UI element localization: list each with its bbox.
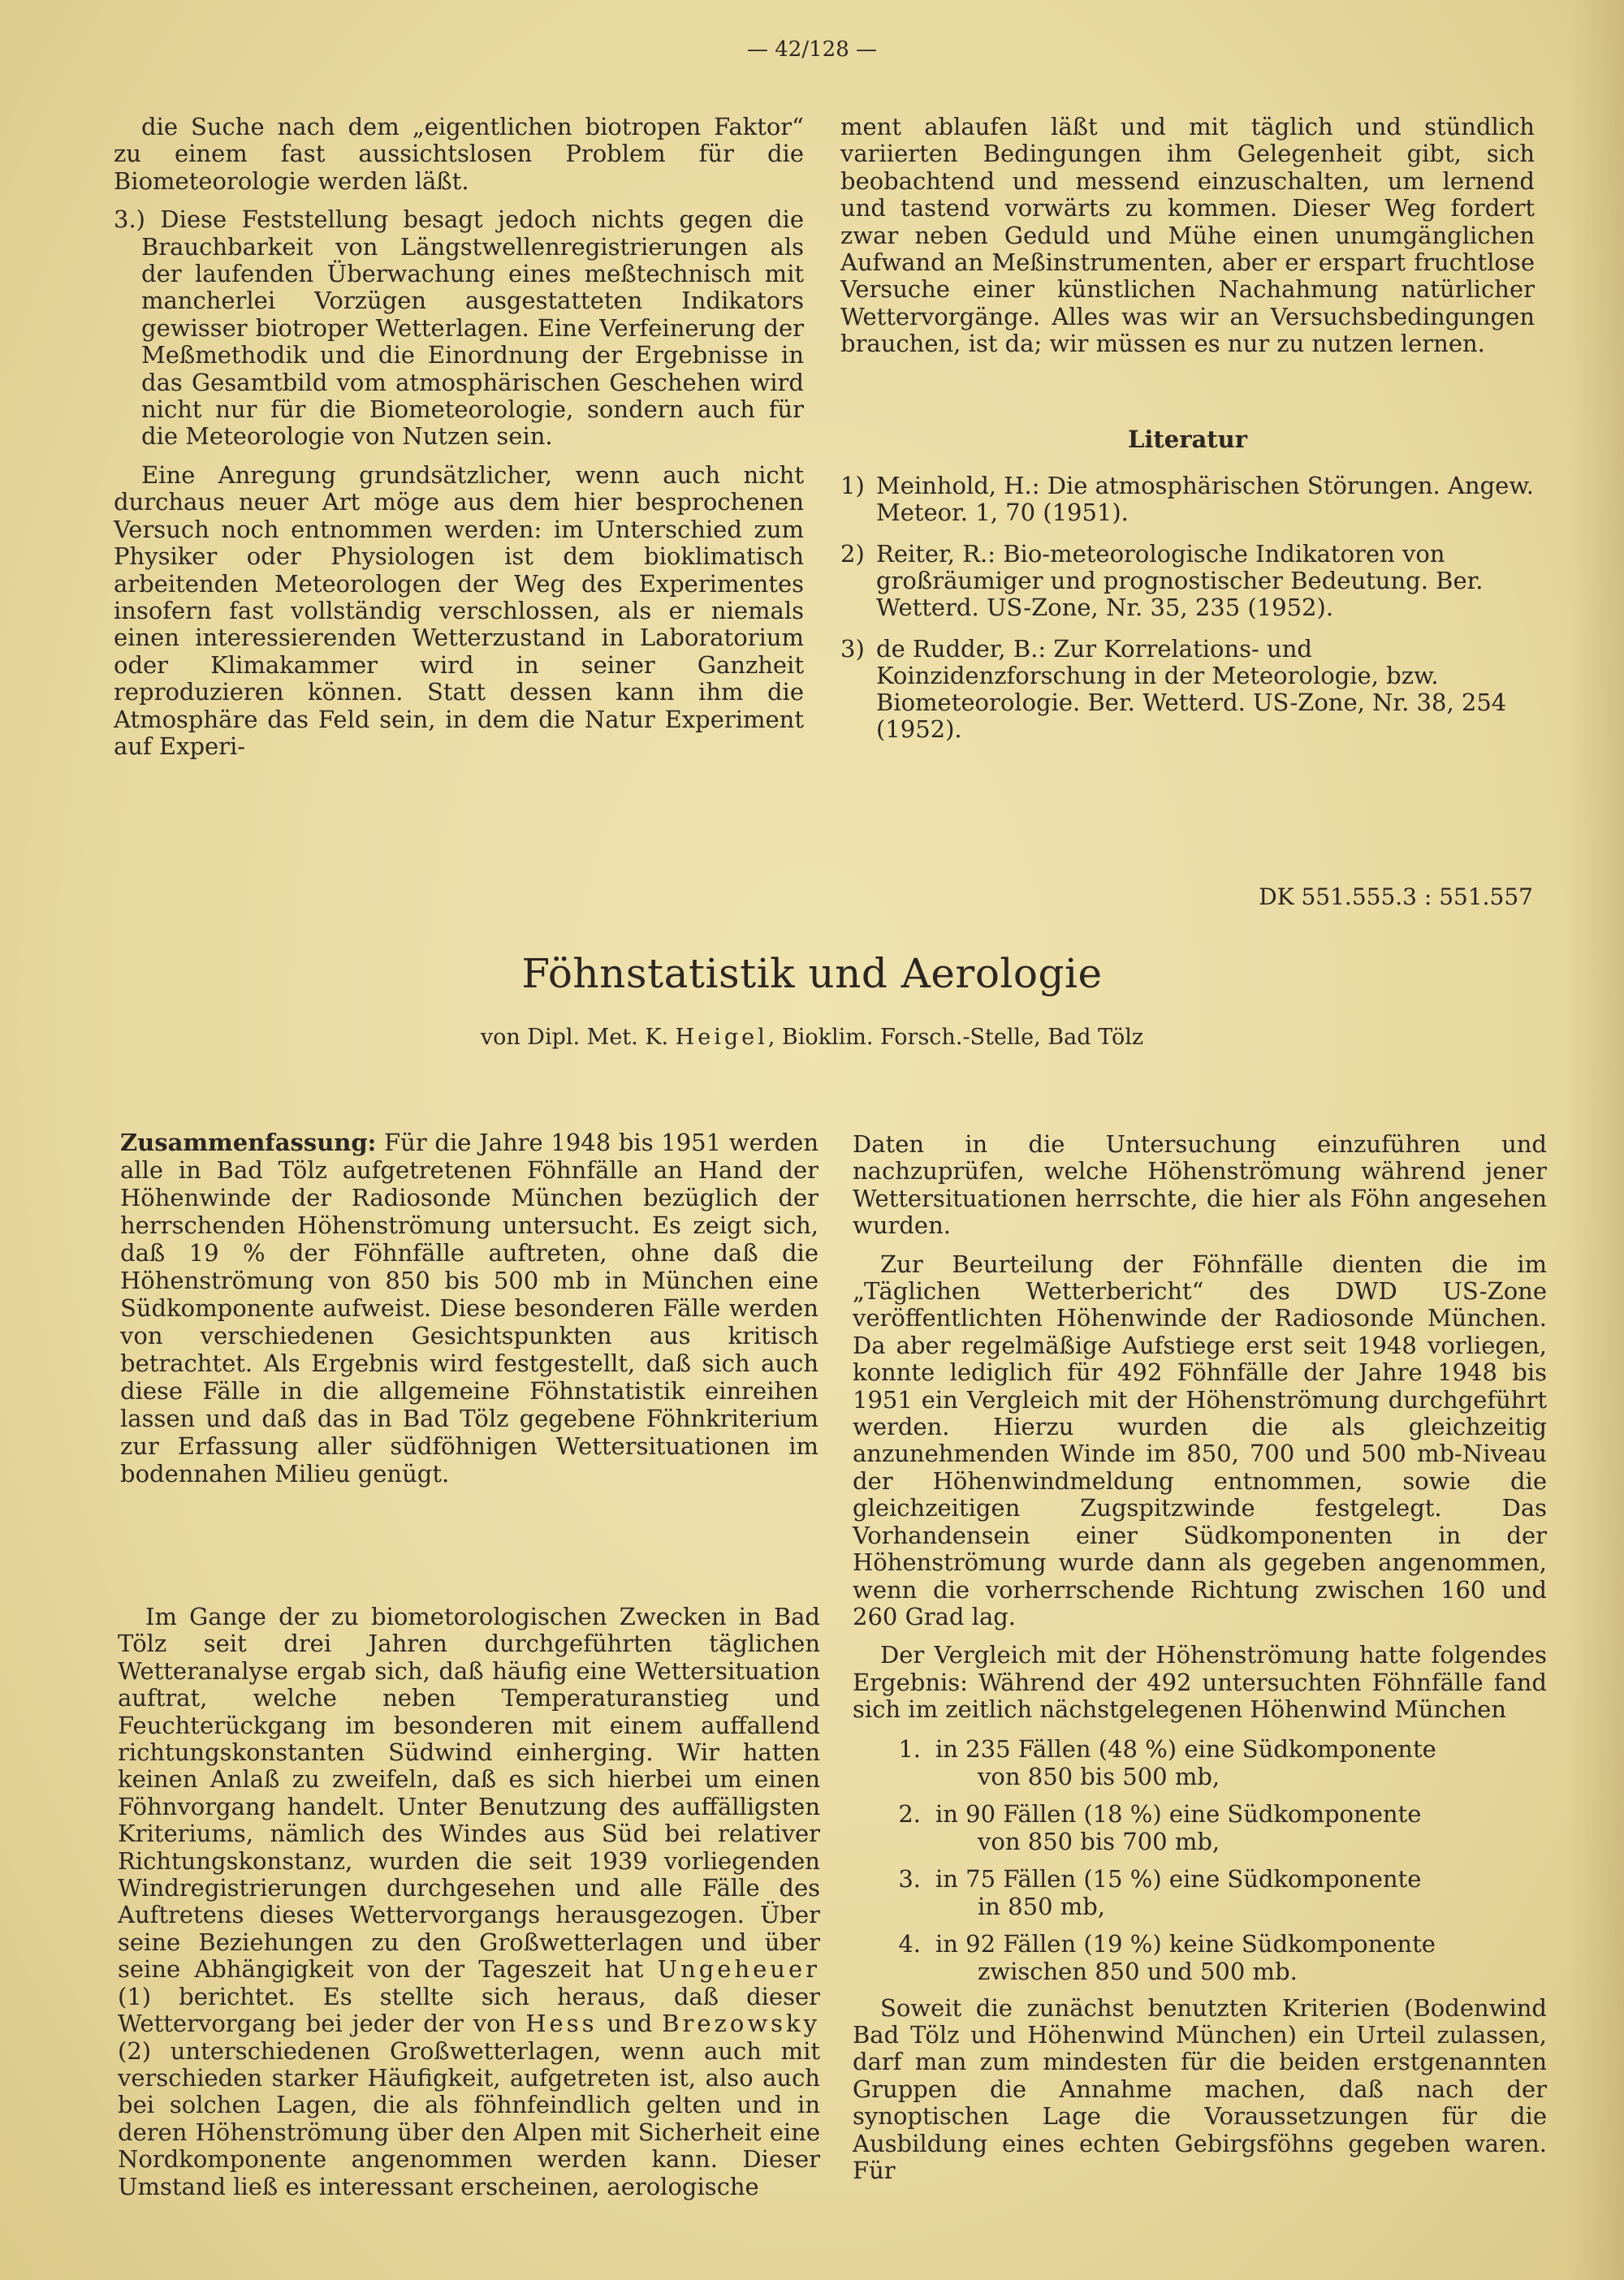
numbered-paragraph: 3.) Diese Feststellung besagt jedoch nichts gegen die Brauchbarkeit von Längstwellenregistrierungen als der laufenden Überwachung eines meßtechnisch mit mancherlei Vorzügen ausgestatteten Indikators gewisser biotroper Wetterlagen. Eine Verfeinerung der Meßmethodik und die Einordnung der Ergebnisse in das Gesamtbild vom atmosphärischen Geschehen wird nicht nur für die Biometeorologie, sondern auch für die Meteorologie von Nutzen sein. — [114, 205, 804, 451]
literature-item: 3) de Rudder, B.: Zur Korrelations- und Koinzidenzforschung in der Meteorologie, bzw. Biometeorologie. Ber. Wetterd. US-Zone, Nr. 38, 254 (1952). — [840, 635, 1507, 744]
paragraph: Zur Beurteilung der Föhnfälle dienten die im „Täglichen Wetterbericht“ des DWD US-Zone veröffentlichten Höhenwinde der Radiosonde München. Da aber regelmäßige Aufstiege erst seit 1948 vorliegen, konnte lediglich für 492 Föhnfälle der Jahre 1948 bis 1951 ein Vergleich mit der Höhenströmung durchgeführt werden. Hierzu wurden die als gleichzeitig anzunehmenden Winde im 850, 700 und 500 mb-Niveau der Höhenwindmeldung entnommen, sowie die gleichzeitigen Zugspitzwinde festgelegt. Das Vorhandensein einer Südkomponenten in der Höhenströmung wurde dann als gegeben angenommen, wenn die vorherrschende Richtung zwischen 160 und 260 Grad lag. — [853, 1250, 1547, 1630]
list-item: 4. in 92 Fällen (19 %) keine Südkomponente zwischen 850 und 500 mb. — [898, 1929, 1436, 1985]
paragraph: die Suche nach dem „eigentlichen biotropen Faktor“ zu einem fast aussichtslosen Problem für die Biometeorologie werden läßt. — [114, 113, 804, 195]
dk-classification: DK 551.555.3 : 551.557 — [1259, 883, 1533, 910]
paragraph: Im Gange der zu biometorologischen Zwecken in Bad Tölz seit drei Jahren durchgeführten täglichen Wetteranalyse ergab sich, daß häufig eine Wettersituation auftrat, welche neben Temperaturanstieg und Feuchterückgang im besonderen mit einem auffallend richtungskonstanten Südwind einherging. Wir hatten keinen Anlaß zu zweifeln, daß es sich hierbei um einen Föhnvorgang handelt. Unter Benutzung des auffälligsten Kriteriums, nämlich des Windes aus Süd bei relativer Richtungskonstanz, wurden die seit 1939 vorliegenden Windregistrierungen durchgesehen und alle Fälle des Auftretens dieses Wettervorgangs herausgezogen. Über seine Beziehungen zu den Großwetterlagen und über seine Abhängigkeit von der Tageszeit hat Ungeheuer (1) berichtet. Es stellte sich heraus, daß dieser Wettervorgang bei jeder der von Hess und Brezowsky (2) unterschiedenen Großwetterlagen, wenn auch mit verschieden starker Häufigkeit, aufgetreten ist, also auch bei solchen Lagen, die als föhnfeindlich gelten und in deren Höhenströmung über den Alpen mit Sicherheit eine Nordkomponente angenommen werden kann. Dieser Umstand ließ es interessant erscheinen, aerologische — [118, 1603, 821, 2200]
paragraph: Soweit die zunächst benutzten Kriterien (Bodenwind Bad Tölz und Höhenwind München) ein Urteil zulassen, darf man zum mindesten für die beiden erstgenannten Gruppen die Annahme machen, daß nach der synoptischen Lage die Voraussetzungen für die Ausbildung eines echten Gebirgsföhns gegeben waren. Für — [853, 1993, 1547, 2184]
page-number: — 42/128 — — [747, 37, 877, 62]
article-title: Föhnstatistik und Aerologie — [521, 950, 1103, 997]
list-item: 1. in 235 Fällen (48 %) eine Südkomponente von 850 bis 500 mb, — [898, 1734, 1436, 1790]
literature-item: 1) Meinhold, H.: Die atmosphärischen Störungen. Angew. Meteor. 1, 70 (1951). — [840, 472, 1534, 527]
paragraph: Der Vergleich mit der Höhenströmung hatte folgendes Ergebnis: Während der 492 untersuchten Föhnfälle fand sich im zeitlich nächstgelegenen Höhenwind München — [853, 1641, 1547, 1724]
abstract — [120, 1129, 818, 1488]
paragraph: Eine Anregung grundsätzlicher, wenn auch nicht durchaus neuer Art möge aus dem hier besprochenen Versuch noch entnommen werden: im Unterschied zum Physiker oder Physiologen ist dem bioklimatisch arbeitenden Meteorologen der Weg des Experimentes insofern fast vollständig verschlossen, als er niemals einen interessierenden Wetterzustand in Laboratorium oder Klimakammer wird in seiner Ganzheit reproduzieren können. Statt dessen kann ihm die Atmosphäre das Feld sein, in dem die Natur Experiment auf Experi- — [114, 460, 804, 760]
cited-author: Ungeheuer — [657, 1955, 821, 1984]
page-edge-shadow — [1567, 0, 1624, 2280]
main-left-column — [118, 1604, 820, 2212]
results-list — [853, 1735, 1547, 1985]
cited-author: Hess — [525, 2010, 598, 2038]
author-byline: von Dipl. Met. K. Heigel, Bioklim. Forsch.-Stelle, Bad Tölz — [480, 1025, 1144, 1050]
paragraph: ment ablaufen läßt und mit täglich und stündlich variierten Bedingungen ihm Gelegenheit gibt, sich beobachtend und messend einzuschalten, um lernend und tastend vorwärts zu kommen. Dieser Weg fordert zwar neben Geduld und Mühe einen unumgänglichen Aufwand an Meßinstrumenten, aber er erspart fruchtlose Versuche einer künstlichen Nachahmung natürlicher Wettervorgänge. Alles was wir an Versuchsbedingungen brauchen, ist da; wir müssen es nur zu nutzen lernen. — [840, 113, 1535, 358]
paragraph: Daten in die Untersuchung einzuführen und nachzuprüfen, welche Höhenströmung während jener Wettersituationen herrschte, die hier als Föhn angesehen wurden. — [853, 1130, 1547, 1240]
literature-item: 2) Reiter, R.: Bio-meteorologische Indikatoren von großräumiger und prognostischer Bedeutung. Ber. Wetterd. US-Zone, Nr. 35, 235 (1952). — [840, 540, 1484, 622]
list-item: 3. in 75 Fällen (15 %) eine Südkomponente in 850 mb, — [898, 1864, 1422, 1920]
author-name: Heigel — [675, 1025, 768, 1050]
literature-heading: Literatur — [1127, 425, 1248, 453]
top-left-column — [114, 114, 804, 771]
abstract-lead: Zusammenfassung: — [120, 1129, 377, 1156]
main-right-column — [853, 1131, 1547, 2196]
top-right-column — [840, 114, 1535, 758]
literature-list — [840, 473, 1535, 743]
cited-author: Brezowsky — [662, 2010, 820, 2038]
list-item: 2. in 90 Fällen (18 %) eine Südkomponente von 850 bis 700 mb, — [898, 1799, 1422, 1855]
abstract-text: Für die Jahre 1948 bis 1951 werden alle in Bad Tölz aufgetretenen Föhnfälle an Hand der Höhenwinde der Radiosonde München bezüglich der herrschenden Höhenströmung untersucht. Es zeigt sich, daß 19 % der Föhnfälle auftreten, ohne daß die Höhenströmung von 850 bis 500 mb in München eine Südkomponente aufweist. Diese besonderen Fälle werden von verschiedenen Gesichtspunkten aus kritisch betrachtet. Als Ergebnis wird festgestellt, daß sich auch diese Fälle in die allgemeine Föhnstatistik einreihen lassen und daß das in Bad Tölz gegebene Föhnkriterium zur Erfassung aller südföhnigen Wettersituationen im bodennahen Milieu genügt. — [120, 1129, 818, 1488]
